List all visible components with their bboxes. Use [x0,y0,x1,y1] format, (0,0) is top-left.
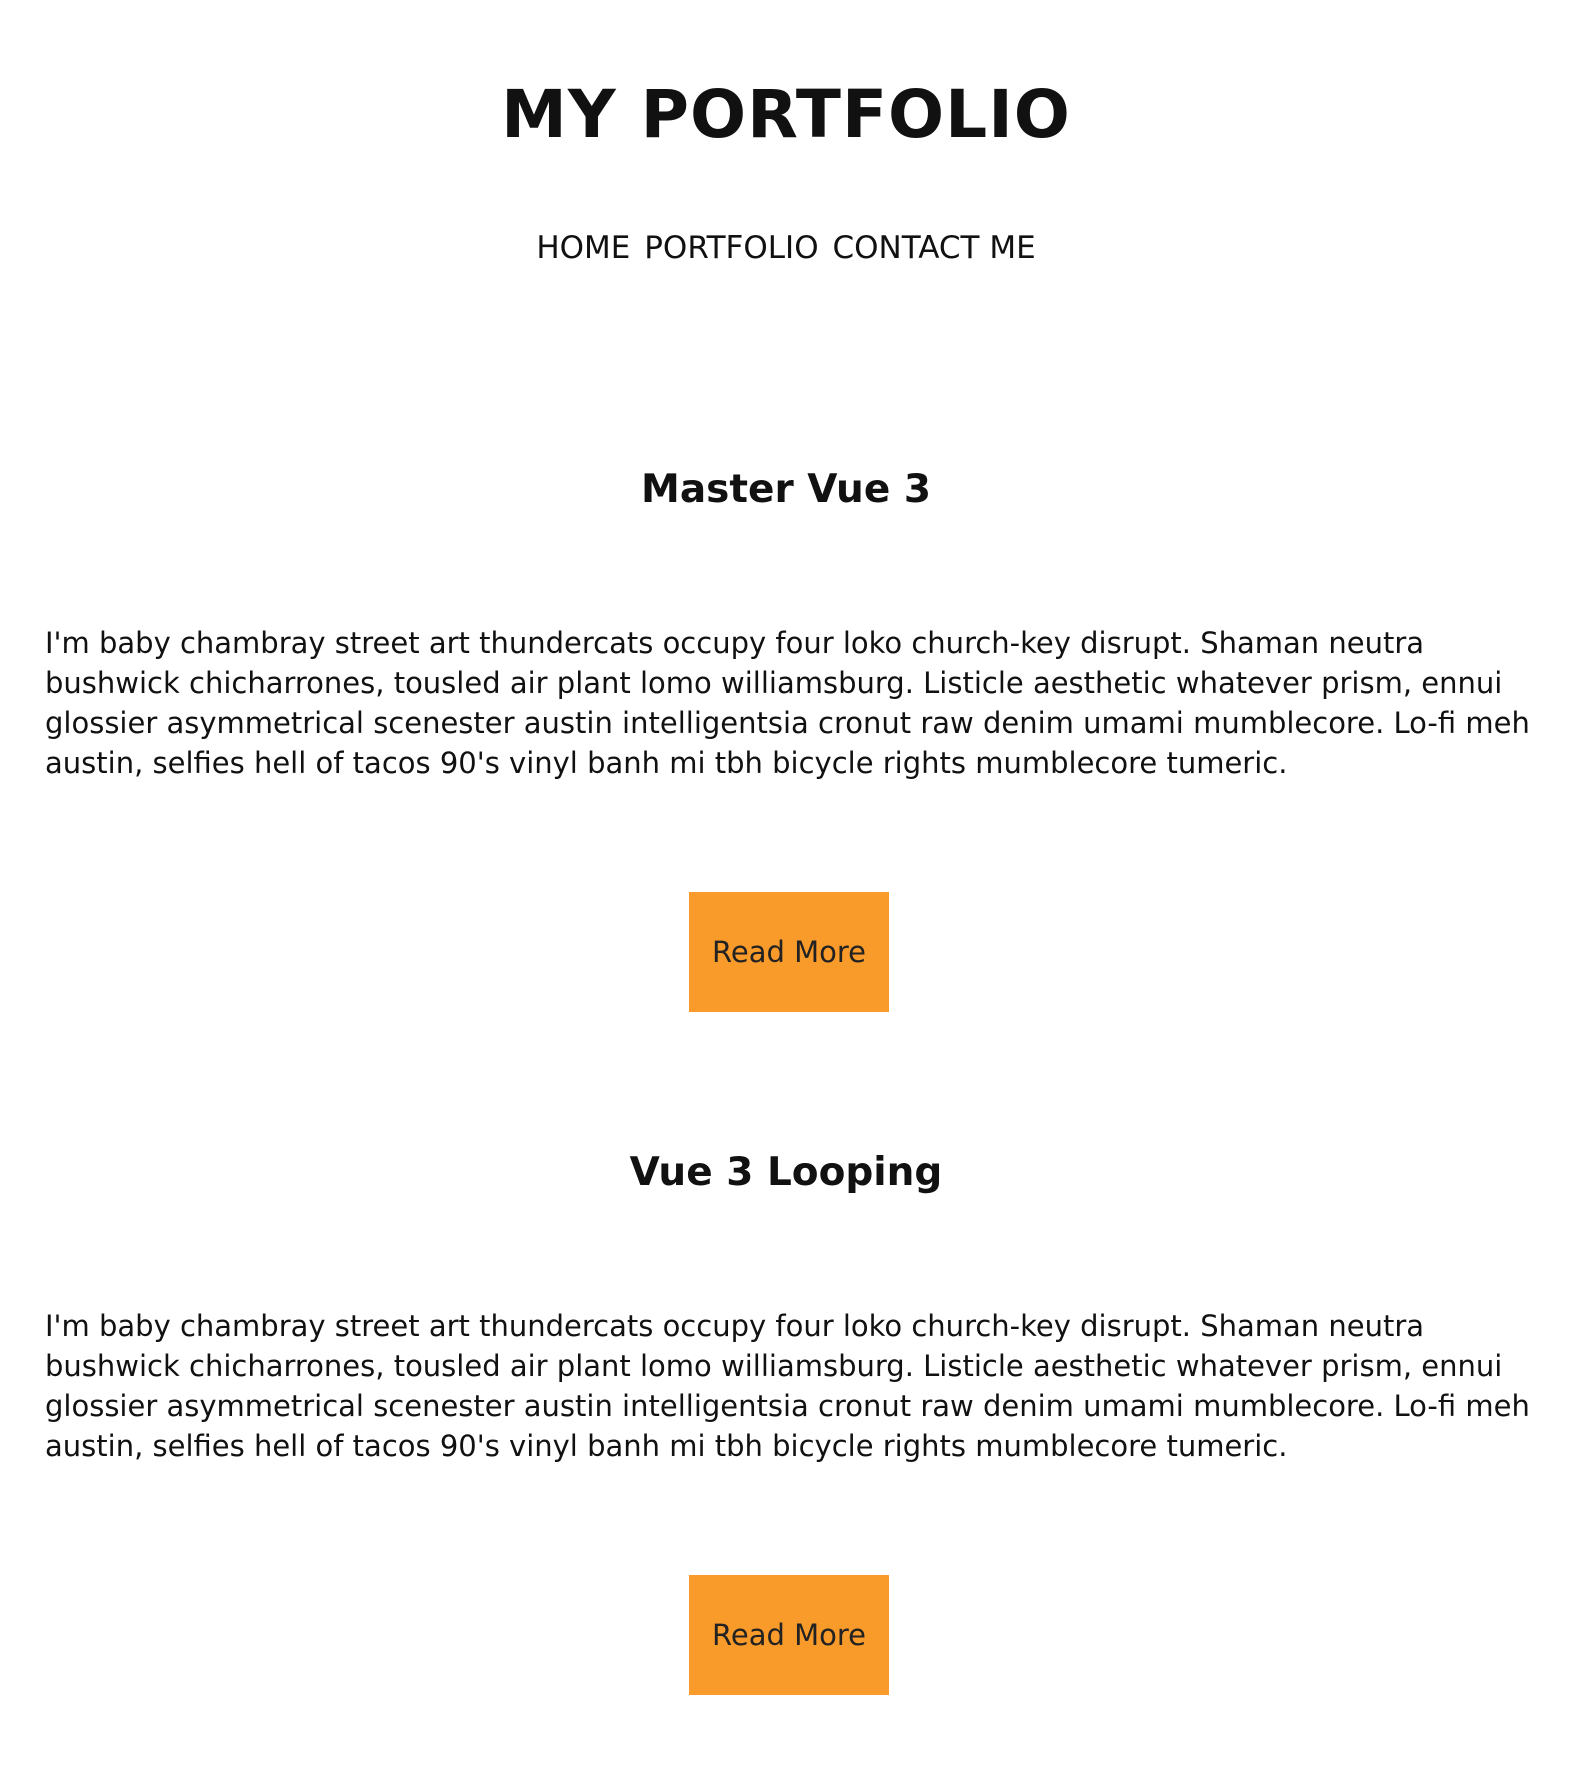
nav-item-portfolio[interactable]: PORTFOLIO [644,230,819,266]
post-card [45,455,1545,969]
site-title: MY PORTFOLIO [501,76,1071,153]
post-body: I'm baby chambray street art thundercats occupy four loko church-key disrupt. Shaman neutra bushwick chicharrones, tousled air plant lomo williamsburg. Listicle aesthetic whatever prism, ennui glossier asymmetrical scenester austin intelligentsia cronut raw denim umami mumblecore. Lo-fi meh austin, selfies hell of tacos 90's vinyl banh mi tbh bicycle rights mumblecore tumeric. [45,626,1530,780]
nav-item-home[interactable]: HOME [536,230,631,266]
post-title: Master Vue 3 [641,467,931,512]
post-body: I'm baby chambray street art thundercats occupy four loko church-key disrupt. Shaman neutra bushwick chicharrones, tousled air plant lomo williamsburg. Listicle aesthetic whatever prism, ennui glossier asymmetrical scenester austin intelligentsia cronut raw denim umami mumblecore. Lo-fi meh austin, selfies hell of tacos 90's vinyl banh mi tbh bicycle rights mumblecore tumeric. [45,1309,1530,1463]
post-title: Vue 3 Looping [629,1150,943,1195]
nav-item-contact-me[interactable]: CONTACT ME [832,230,1036,266]
read-more-button[interactable]: Read More [689,1575,889,1695]
post-card [45,1138,1545,1652]
read-more-button[interactable]: Read More [689,892,889,1012]
main-nav [0,228,1572,268]
